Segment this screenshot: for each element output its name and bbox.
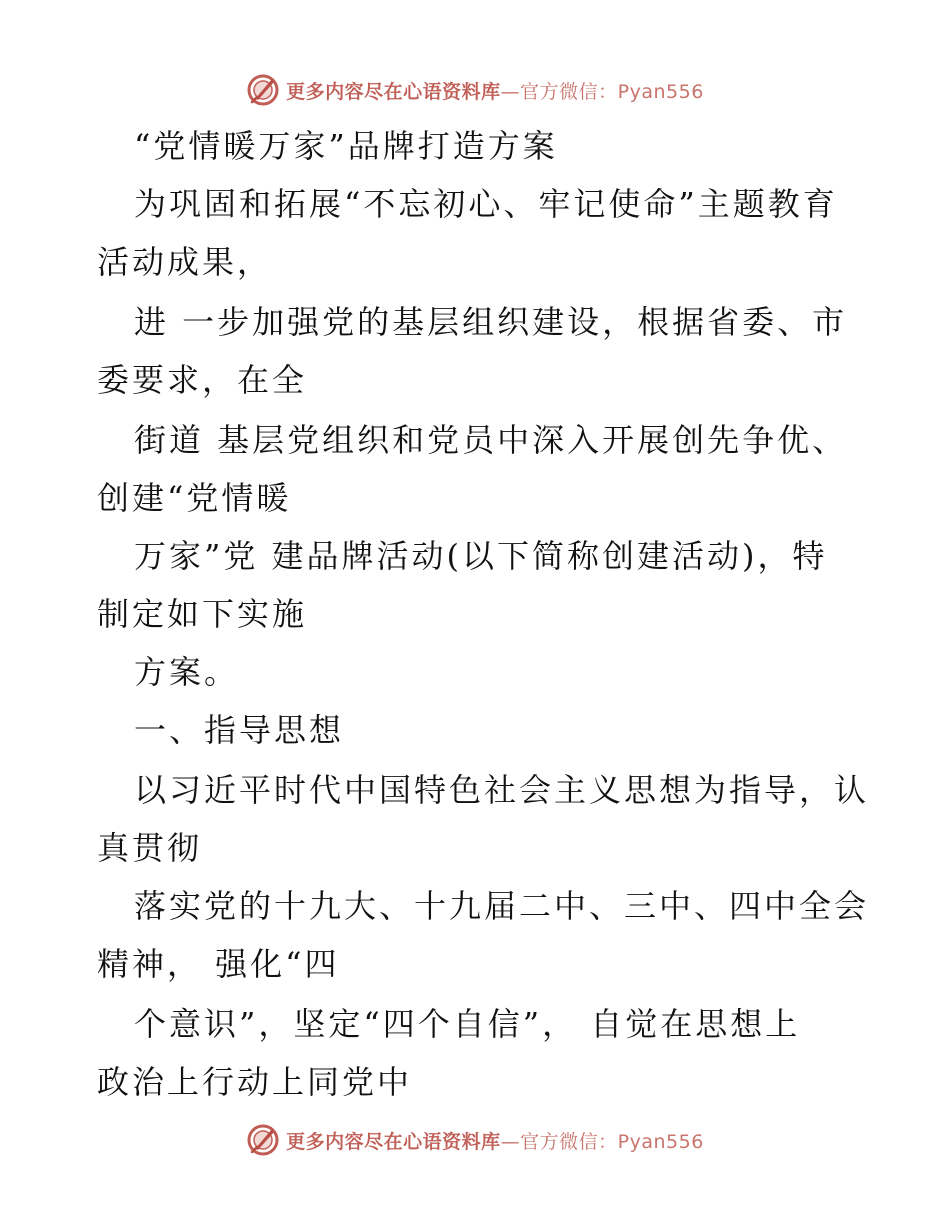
paragraph-line: 为巩固和拓展“不忘初心、牢记使命”主题教育	[134, 185, 838, 223]
paragraph-line: 真贯彻	[97, 829, 203, 867]
paragraph-line: 街道 基层党组织和党员中深入开展创先争优、	[134, 421, 848, 459]
banner-text-rest: —官方微信：Pyan556	[500, 1130, 704, 1153]
paragraph-line: 个意识”，坚定“四个自信”， 自觉在思想上	[134, 1005, 801, 1043]
footer-banner	[0, 1120, 950, 1160]
banner-text-bold: 更多内容尽在心语资料库	[286, 80, 501, 103]
document-title: “党情暖万家”品牌打造方案	[134, 127, 558, 165]
quill-pen-seal-icon	[246, 1123, 280, 1157]
header-banner	[0, 70, 950, 110]
banner-text	[286, 77, 704, 104]
paragraph-line: 政治上行动上同党中	[97, 1063, 413, 1101]
section-heading: 一、指导思想	[134, 711, 345, 749]
paragraph-line: 进 一步加强党的基层组织建设，根据省委、市	[134, 303, 848, 341]
paragraph-line: 落实党的十九大、十九届二中、三中、四中全会	[134, 887, 870, 925]
banner-text-bold: 更多内容尽在心语资料库	[286, 1130, 501, 1153]
paragraph-line: 制定如下实施	[97, 595, 308, 633]
banner-content	[246, 1123, 704, 1157]
paragraph-line: 万家”党 建品牌活动(以下简称创建活动)，特	[134, 537, 828, 575]
banner-text	[286, 1127, 704, 1154]
quill-pen-seal-icon	[246, 73, 280, 107]
banner-text-rest: —官方微信：Pyan556	[500, 80, 704, 103]
paragraph-line: 方案。	[134, 653, 240, 691]
paragraph-line: 以习近平时代中国特色社会主义思想为指导，认	[134, 771, 870, 809]
paragraph-line: 活动成果，	[97, 243, 273, 281]
paragraph-line: 创建“党情暖	[97, 479, 292, 517]
paragraph-line: 精神， 强化“四	[97, 945, 340, 983]
paragraph-line: 委要求，在全	[97, 361, 308, 399]
banner-content	[246, 73, 704, 107]
